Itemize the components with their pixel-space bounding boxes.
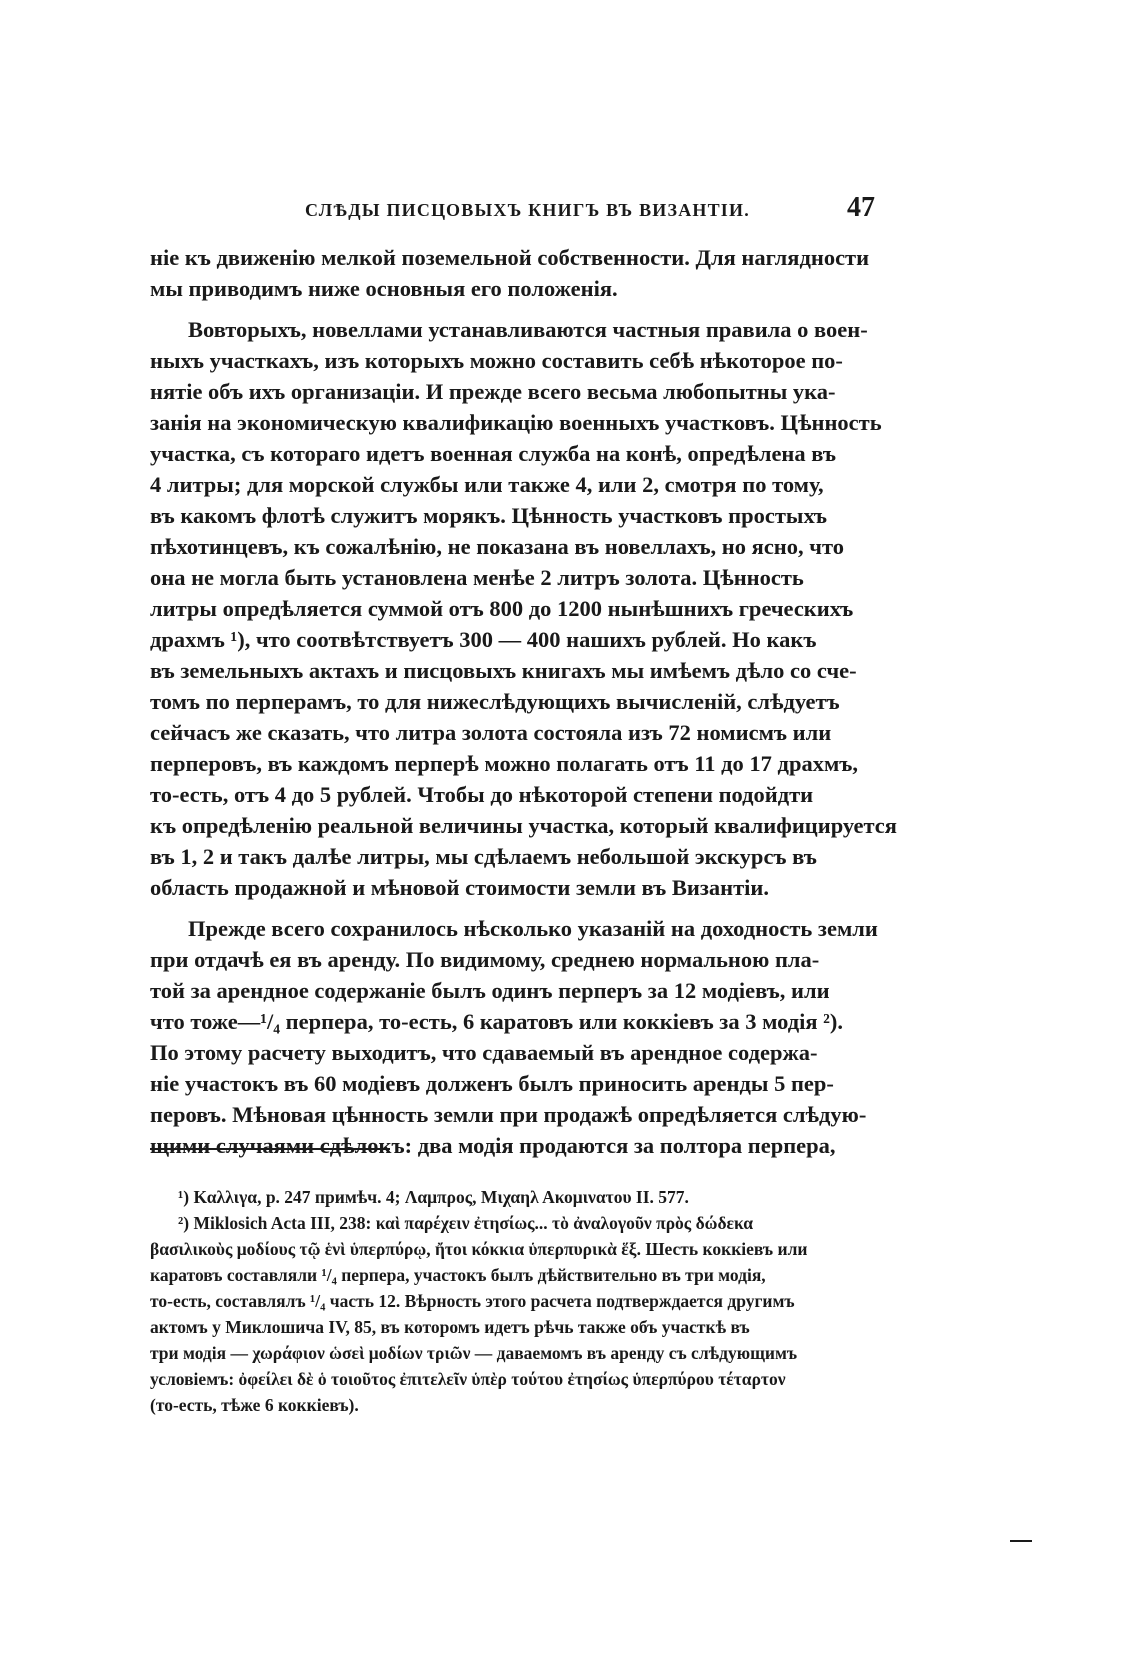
text-line: мы приводимъ ниже основныя его положенія. xyxy=(150,276,618,301)
footnote-2-line: (то-есть, тѣже 6 коккіевъ). xyxy=(150,1395,359,1415)
text-line: 4 литры; для морской службы или также 4, или 2, смотря по тому, xyxy=(150,472,824,497)
main-text xyxy=(150,242,915,1161)
text-line: Прежде всего сохранилось нѣсколько указаній на доходность земли xyxy=(188,916,878,941)
running-header xyxy=(150,192,915,230)
text-line: ныхъ участкахъ, изъ которыхъ можно составить себѣ нѣкоторое по- xyxy=(150,348,843,373)
text-line: щими случаями сдѣлокъ: два модія продаются за полтора перпера, xyxy=(150,1133,836,1158)
footnote-2-line: три модія — χωράφιον ὡσεὶ μοδίων τριῶν — даваемомъ въ аренду съ слѣдующимъ xyxy=(150,1343,798,1363)
text-line: перперовъ, въ каждомъ перперѣ можно полагать отъ 11 до 17 драхмъ, xyxy=(150,751,859,776)
paragraph-3 xyxy=(150,913,915,1161)
text-line: то-есть, отъ 4 до 5 рублей. Чтобы до нѣкоторой степени подойдти xyxy=(150,782,814,807)
paragraph-2 xyxy=(150,314,915,903)
text-line: ніе участокъ въ 60 модіевъ долженъ былъ приносить аренды 5 пер- xyxy=(150,1071,834,1096)
text-line: къ опредѣленію реальной величины участка, который квалифицируется xyxy=(150,813,897,838)
footnote-2-line: каратовъ составляли ¹/₄ перпера, участокъ былъ дѣйствительно въ три модія, xyxy=(150,1265,766,1285)
margin-dash xyxy=(1010,1540,1032,1542)
text-line: перовъ. Мѣновая цѣнность земли при продажѣ опредѣляется слѣдую- xyxy=(150,1102,867,1127)
footnotes xyxy=(150,1184,915,1418)
text-line: въ 1, 2 и такъ далѣе литры, мы сдѣлаемъ небольшой экскурсъ въ xyxy=(150,844,817,869)
text-line: она не могла быть установлена менѣе 2 литръ золота. Цѣнность xyxy=(150,565,804,590)
text-line: нятіе объ ихъ организаціи. И прежде всего весьма любопытны ука- xyxy=(150,379,836,404)
footnote-2-line: то-есть, составлялъ ¹/₄ часть 12. Вѣрность этого расчета подтверждается другимъ xyxy=(150,1291,795,1311)
text-line: область продажной и мѣновой стоимости земли въ Византіи. xyxy=(150,875,769,900)
text-line: ніе къ движенію мелкой поземельной собственности. Для наглядности xyxy=(150,245,870,270)
text-line: томъ по перперамъ, то для нижеслѣдующихъ вычисленій, слѣдуетъ xyxy=(150,689,840,714)
text-line: драхмъ ¹), что соотвѣтствуетъ 300 — 400 нашихъ рублей. Но какъ xyxy=(150,627,817,652)
text-line: въ земельныхъ актахъ и писцовыхъ книгахъ мы имѣемъ дѣло со сче- xyxy=(150,658,857,683)
footnote-separator xyxy=(150,1148,390,1150)
text-line: пѣхотинцевъ, къ сожалѣнію, не показана въ новеллахъ, но ясно, что xyxy=(150,534,844,559)
text-line: той за арендное содержаніе былъ одинъ перперъ за 12 модіевъ, или xyxy=(150,978,830,1003)
text-line: при отдачѣ ея въ аренду. По видимому, среднею нормальною пла- xyxy=(150,947,820,972)
paragraph-1 xyxy=(150,242,915,304)
text-line: сейчасъ же сказать, что литра золота состояла изъ 72 номисмъ или xyxy=(150,720,832,745)
text-line: въ какомъ флотѣ служитъ морякъ. Цѣнность участковъ простыхъ xyxy=(150,503,827,528)
text-line: участка, съ котораго идетъ военная служба на конѣ, опредѣлена въ xyxy=(150,441,836,466)
footnote-1: ¹) Καλλιγα, p. 247 примѣч. 4; Λαμπρος, Μιχαηλ Ακομινατου II. 577. xyxy=(178,1187,689,1207)
text-line: что тоже—¹/₄ перпера, то-есть, 6 каратовъ или коккіевъ за 3 модія ²). xyxy=(150,1009,844,1034)
running-title: СЛѢДЫ ПИСЦОВЫХЪ КНИГЪ ВЪ ВИЗАНТІИ. xyxy=(305,200,750,220)
footnote-2-line: условіемъ: ὀφείλει δὲ ὁ τοιοῦτος ἐπιτελεῖν ὑπὲρ τούτου ἐτησίως ὑπερπύρου τέταρτον xyxy=(150,1369,786,1389)
footnote-2-line: βασιλικοὺς μοδίους τῷ ἑνὶ ὑπερπύρῳ, ἤτοι κόκκια ὑπερπυρικὰ ἕξ. Шесть коккіевъ или xyxy=(150,1239,808,1259)
text-line: Вовторыхъ, новеллами устанавливаются частныя правила о воен- xyxy=(188,317,868,342)
text-line: По этому расчету выходитъ, что сдаваемый въ арендное содержа- xyxy=(150,1040,818,1065)
footnote-2-line: актомъ у Миклошича IV, 85, въ которомъ идетъ рѣчь также объ участкѣ въ xyxy=(150,1317,750,1337)
text-line: занія на экономическую квалификацію военныхъ участковъ. Цѣнность xyxy=(150,410,882,435)
footnote-2-line: ²) Miklosich Acta III, 238: καὶ παρέχειν ἐτησίως... τὸ ἀναλογοῦν πρὸς δώδεκα xyxy=(178,1213,753,1233)
text-line: литры опредѣляется суммой отъ 800 до 1200 нынѣшнихъ греческихъ xyxy=(150,596,854,621)
page-number: 47 xyxy=(847,192,875,223)
